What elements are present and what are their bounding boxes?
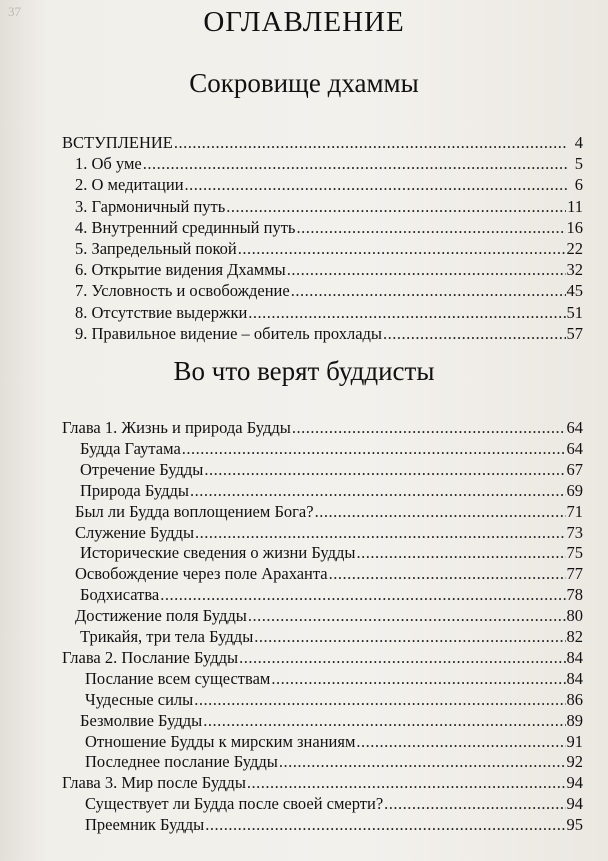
dot-leader xyxy=(383,324,565,344)
toc-page-number: 77 xyxy=(566,564,583,583)
toc-entry-title: 3. Гармоничный путь xyxy=(75,197,226,216)
toc-entry-title: Исторические сведения о жизни Будды xyxy=(80,543,356,562)
toc-entry xyxy=(75,281,583,303)
toc-entry xyxy=(75,175,583,197)
toc-page-number: 16 xyxy=(566,218,583,237)
toc-page-number: 11 xyxy=(567,197,583,216)
dot-leader xyxy=(160,585,565,605)
toc-page-number: 32 xyxy=(566,260,583,279)
toc-page-number: 94 xyxy=(566,794,583,813)
toc-page-number: 86 xyxy=(566,690,583,709)
toc-entry-title: Чудесные силы xyxy=(85,690,194,709)
dot-leader xyxy=(205,815,565,835)
toc-entry xyxy=(85,732,583,754)
toc-entry xyxy=(80,711,583,733)
dot-leader xyxy=(226,197,566,217)
toc-page-number: 75 xyxy=(566,543,583,562)
dot-leader xyxy=(292,418,566,438)
toc-entry xyxy=(85,690,583,712)
toc-entry-title: Глава 3. Мир после Будды xyxy=(62,773,246,792)
toc-page-number: 71 xyxy=(566,502,583,521)
toc-page-number: 6 xyxy=(574,175,583,194)
toc-entry-title: Бодхисатва xyxy=(80,585,160,604)
toc-entry-title: Отношение Будды к мирским знаниям xyxy=(85,732,356,751)
toc-entry-title: 8. Отсутствие выдержки xyxy=(75,303,248,322)
toc-page-number: 95 xyxy=(566,815,583,834)
dot-leader xyxy=(185,175,568,195)
toc-entry-title: 9. Правильное видение – обитель прохлады xyxy=(75,324,383,343)
toc-page-number: 4 xyxy=(574,133,583,152)
toc-entry-title: 5. Запредельный покой xyxy=(75,239,237,258)
dot-leader xyxy=(384,794,565,814)
toc-entry xyxy=(75,303,583,325)
toc-page-number: 78 xyxy=(566,585,583,604)
dot-leader xyxy=(143,154,568,174)
dot-leader xyxy=(239,648,565,668)
toc-page-number: 64 xyxy=(566,418,583,437)
dot-leader xyxy=(357,543,566,563)
toc-entry-title: Безмолвие Будды xyxy=(80,711,203,730)
toc-entry xyxy=(75,218,583,240)
toc-entry xyxy=(80,585,583,607)
toc-entry xyxy=(75,324,583,346)
toc-entry-title: Трикайя, три тела Будды xyxy=(80,627,254,646)
toc-page-number: 80 xyxy=(566,606,583,625)
toc-entry-title: Отречение Будды xyxy=(80,460,204,479)
toc-entry-title: 6. Открытие видения Дхаммы xyxy=(75,260,286,279)
toc-entry-title: 1. Об уме xyxy=(75,154,142,173)
toc-page-number: 84 xyxy=(566,669,583,688)
toc-entry xyxy=(75,564,583,586)
toc-entry xyxy=(75,197,583,219)
toc-entry xyxy=(62,773,583,795)
toc-entry xyxy=(85,815,583,837)
toc-page-number: 57 xyxy=(566,324,583,343)
dot-leader xyxy=(271,669,565,689)
dot-leader xyxy=(182,439,566,459)
toc-entry-title: Глава 1. Жизнь и природа Будды xyxy=(62,418,291,437)
dot-leader xyxy=(254,627,565,647)
toc-entry xyxy=(80,460,583,482)
toc-entry-title: ВСТУПЛЕНИЕ xyxy=(62,133,173,152)
dot-leader xyxy=(203,711,565,731)
dot-leader xyxy=(174,133,568,153)
toc-entry-title: 4. Внутренний срединный путь xyxy=(75,218,296,237)
toc-entry-title: Послание всем существам xyxy=(85,669,271,688)
toc-entry xyxy=(80,439,583,461)
toc-entry xyxy=(75,239,583,261)
toc-entry xyxy=(80,627,583,649)
dot-leader xyxy=(248,303,565,323)
toc-page-number: 22 xyxy=(566,239,583,258)
dot-leader xyxy=(287,260,566,280)
toc-entry xyxy=(62,648,583,670)
toc-entry-title: Природа Будды xyxy=(80,481,190,500)
toc-entry-title: Существует ли Будда после своей смерти? xyxy=(85,794,384,813)
toc-entry xyxy=(75,154,583,176)
dot-leader xyxy=(291,281,566,301)
toc-page-number: 84 xyxy=(566,648,583,667)
dot-leader xyxy=(248,606,566,626)
dot-leader xyxy=(296,218,565,238)
dot-leader xyxy=(190,481,565,501)
toc-entry xyxy=(62,133,583,155)
toc-entry xyxy=(80,543,583,565)
toc-entry xyxy=(75,502,583,524)
section-title: Сокровище дхаммы xyxy=(189,68,419,98)
toc-page-number: 64 xyxy=(566,439,583,458)
toc-entry xyxy=(85,752,583,774)
toc-entry xyxy=(75,523,583,545)
toc-entry xyxy=(85,794,583,816)
toc-entry xyxy=(75,260,583,282)
toc-entry-title: Служение Будды xyxy=(75,523,195,542)
dot-leader xyxy=(356,732,565,752)
toc-entry xyxy=(62,418,583,440)
toc-page-number: 82 xyxy=(566,627,583,646)
toc-entry-title: Будда Гаутама xyxy=(80,439,181,458)
toc-entry-title: 2. О медитации xyxy=(75,175,184,194)
toc-entry-title: Глава 2. Послание Будды xyxy=(62,648,239,667)
toc-page-number: 94 xyxy=(566,773,583,792)
page-title: ОГЛАВЛЕНИЕ xyxy=(203,6,405,38)
toc-entry-title: Преемник Будды xyxy=(85,815,205,834)
toc-entry-title: Освобождение через поле Араханта xyxy=(75,564,328,583)
toc-page-number: 73 xyxy=(566,523,583,542)
toc-page-number: 45 xyxy=(566,281,583,300)
dot-leader xyxy=(194,690,565,710)
toc-page-number: 5 xyxy=(574,154,583,173)
toc-entry-title: 7. Условность и освобождение xyxy=(75,281,290,300)
dot-leader xyxy=(247,773,566,793)
toc-page-number: 51 xyxy=(566,303,583,322)
toc-entry-title: Достижение поля Будды xyxy=(75,606,247,625)
toc-page-number: 69 xyxy=(566,481,583,500)
dot-leader xyxy=(329,564,566,584)
toc-page-number: 92 xyxy=(566,752,583,771)
dot-leader xyxy=(238,239,566,259)
toc-entry xyxy=(80,481,583,503)
toc-page-number: 89 xyxy=(566,711,583,730)
toc-page-number: 91 xyxy=(566,732,583,751)
toc-page-number: 67 xyxy=(566,460,583,479)
toc-entry xyxy=(75,606,583,628)
toc-entry xyxy=(85,669,583,691)
toc-entry-title: Последнее послание Будды xyxy=(85,752,278,771)
dot-leader xyxy=(204,460,565,480)
dot-leader xyxy=(195,523,565,543)
page-number: 37 xyxy=(8,4,21,19)
toc-entry-title: Был ли Будда воплощением Бога? xyxy=(75,502,314,521)
dot-leader xyxy=(315,502,566,522)
dot-leader xyxy=(279,752,566,772)
section-title: Во что верят буддисты xyxy=(173,356,435,386)
